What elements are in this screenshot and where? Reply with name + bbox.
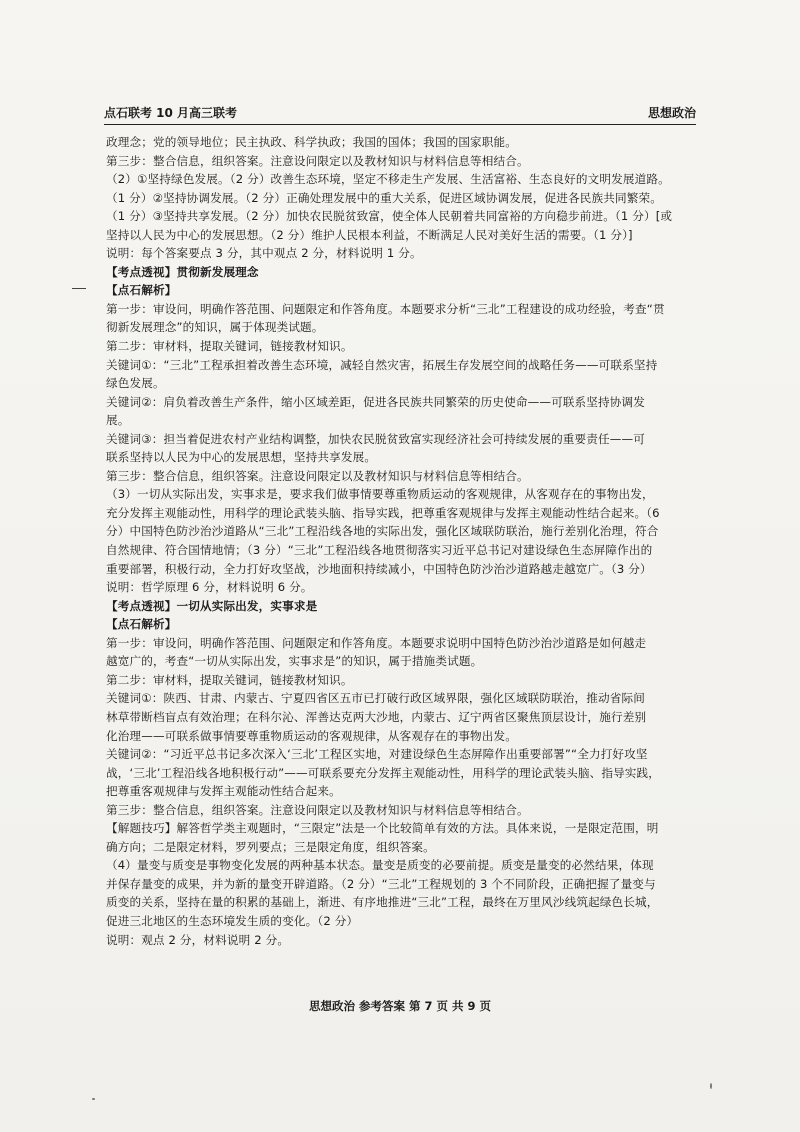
- text-line: 彻新发展理念”的知识，属于体现类试题。: [106, 320, 324, 335]
- text-line: 促进三北地区的生态环境发生质的变化。（2 分）: [106, 913, 359, 928]
- answer-body: [106, 133, 704, 949]
- text-line: （4）量变与质变是事物变化发展的两种基本状态。量变是质变的必要前提。质变是量变的必然结果，体现: [106, 858, 654, 873]
- text-line: 【解题技巧】解答哲学类主观题时，“三限定”法是一个比较简单有效的方法。具体来说，一是限定范围，明: [106, 821, 659, 836]
- scan-speck: [710, 1083, 712, 1089]
- text-line: 说明：哲学原理 6 分，材料说明 6 分。: [106, 580, 313, 595]
- section-heading: 【考点透视】一切从实际出发，实事求是: [106, 598, 318, 613]
- text-line: 化治理——可联系做事情要尊重物质运动的客观规律，从客观存在的事物出发。: [106, 728, 518, 743]
- text-line: 第二步：审材料，提取关键词，链接教材知识。: [106, 672, 353, 687]
- text-line: 战，‘三北’工程沿线各地积极行动”——可联系要充分发挥主观能动性，用科学的理论武装头脑、指导实践，: [106, 765, 661, 780]
- text-line: 坚持以人民为中心的发展思想。（2 分）维护人民根本利益，不断满足人民对美好生活的需要。（1 分）]: [106, 227, 633, 242]
- text-line: 分）中国特色防沙治沙道路从“三北”工程沿线各地的实际出发，强化区域联防联治，施行差别化治理，符合: [106, 524, 659, 539]
- text-line: 第三步：整合信息，组织答案。注意设问限定以及教材知识与材料信息等相结合。: [106, 802, 529, 817]
- scan-speck: [92, 1098, 95, 1100]
- text-line: 质变的关系，坚持在量的积累的基础上，渐进、有序地推进“三北”工程，最终在万里风沙线筑起绿色长城，: [106, 895, 659, 910]
- text-line: 联系坚持以人民为中心的发展思想，坚持共享发展。: [106, 450, 377, 465]
- section-heading: 【点石解析】: [106, 617, 177, 632]
- header-exam-title: 点石联考 10 月高三联考: [104, 106, 238, 120]
- text-line: （3）一切从实际出发，实事求是，要求我们做事情要尊重物质运动的客观规律，从客观存在的事物出发，: [106, 487, 654, 502]
- text-line: 关键词①：陕西、甘肃、内蒙古、宁夏四省区五市已打破行政区域界限，强化区域联防联治，推动省际间: [106, 691, 646, 706]
- header-subject: 思想政治: [647, 106, 696, 120]
- text-line: 第三步：整合信息，组织答案。注意设问限定以及教材知识与材料信息等相结合。: [106, 153, 529, 168]
- text-line: 说明：每个答案要点 3 分，其中观点 2 分，材料说明 1 分。: [106, 246, 422, 261]
- text-line: 越宽广的，考查“一切从实际出发，实事求是”的知识，属于措施类试题。: [106, 654, 483, 669]
- text-line: 关键词②：肩负着改善生产条件，缩小区域差距，促进各民族共同繁荣的历史使命——可联系坚持协调发: [106, 394, 646, 409]
- section-heading: 【点石解析】: [106, 283, 177, 298]
- text-line: （2）①坚持绿色发展。（2 分）改善生态环境，坚定不移走生产发展、生活富裕、生态良好的文明发展道路。: [106, 172, 670, 187]
- text-line: 关键词②：“习近平总书记多次深入‘三北’工程区实地，对建设绿色生态屏障作出重要部署”“全力打好攻坚: [106, 747, 648, 762]
- text-line: 重要部署，积极行动，全力打好攻坚战，沙地面积持续减小，中国特色防沙治沙道路越走越宽广。（3 分）: [106, 561, 652, 576]
- margin-mark: [72, 288, 86, 289]
- text-line: 关键词①：“三北”工程承担着改善生态环境，减轻自然灾害，拓展生存发展空间的战略任务——可联系坚持: [106, 357, 658, 372]
- text-line: 第一步：审设问，明确作答范围、问题限定和作答角度。本题要求说明中国特色防沙治沙道路是如何越走: [106, 635, 647, 650]
- text-line: 第一步：审设问，明确作答范围、问题限定和作答角度。本题要求分析“三北”工程建设的成功经验，考查“贯: [106, 301, 665, 316]
- section-heading: 【考点透视】贯彻新发展理念: [106, 264, 259, 279]
- text-line: 展。: [106, 413, 130, 428]
- text-line: 并保存量变的成果，并为新的量变开辟道路。（2 分）“三北”工程规划的 3 个不同阶段，正确把握了量变与: [106, 876, 656, 891]
- text-line: 确方向；二是限定材料，罗列要点；三是限定角度，组织答案。: [106, 839, 435, 854]
- text-line: （1 分）②坚持协调发展。（2 分）正确处理发展中的重大关系，促进区域协调发展，促进各民族共同繁荣。: [106, 190, 662, 205]
- text-line: （1 分）③坚持共享发展。（2 分）加快农民脱贫致富，使全体人民朝着共同富裕的方向稳步前进。（1 分）[或: [106, 209, 673, 224]
- text-line: 充分发挥主观能动性，用科学的理论武装头脑、指导实践，把尊重客观规律与发挥主观能动性结合起来。（6: [106, 505, 660, 520]
- page-header: [104, 99, 696, 125]
- page-footer: 思想政治 参考答案 第 7 页 共 9 页: [308, 999, 492, 1013]
- text-line: 自然规律、符合国情地情；（3 分）“三北”工程沿线各地贯彻落实习近平总书记对建设绿色生态屏障作出的: [106, 543, 653, 558]
- text-line: 把尊重客观规律与发挥主观能动性结合起来。: [106, 784, 341, 799]
- text-line: 林草带断档盲点有效治理；在科尔沁、浑善达克两大沙地，内蒙古、辽宁两省区聚焦顶层设计，施行差别: [106, 709, 647, 724]
- text-line: 绿色发展。: [106, 376, 165, 391]
- text-line: 第三步：整合信息，组织答案。注意设问限定以及教材知识与材料信息等相结合。: [106, 468, 529, 483]
- text-line: 说明：观点 2 分，材料说明 2 分。: [106, 932, 290, 947]
- text-line: 关键词③：担当着促进农村产业结构调整，加快农民脱贫致富实现经济社会可持续发展的重要责任——可: [106, 431, 646, 446]
- text-line: 政理念；党的领导地位；民主执政、科学执政；我国的国体；我国的国家职能。: [106, 135, 518, 149]
- text-line: 第二步：审材料，提取关键词，链接教材知识。: [106, 339, 353, 354]
